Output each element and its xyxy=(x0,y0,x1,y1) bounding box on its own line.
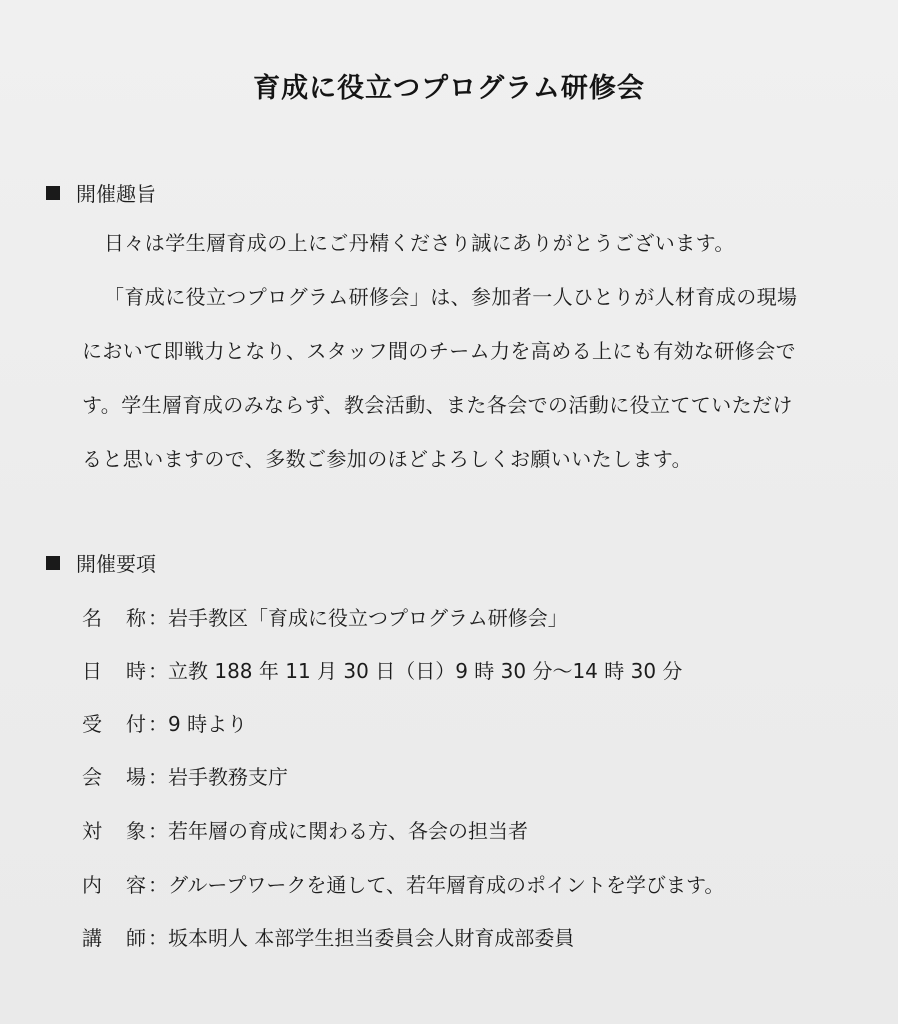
detail-row-name xyxy=(82,602,568,631)
detail-value: 岩手教務支庁 xyxy=(168,765,288,789)
detail-colon: ： xyxy=(148,926,168,950)
document-title: 育成に役立つプログラム研修会 xyxy=(253,73,645,104)
purpose-line: す。学生層育成のみならず、教会活動、また各会での活動に役立てていただけ xyxy=(82,393,793,417)
detail-colon: ： xyxy=(148,765,168,789)
detail-colon: ： xyxy=(148,606,168,630)
detail-value: 坂本明人 本部学生担当委員会人財育成部委員 xyxy=(168,926,575,950)
detail-value: 立教 188 年 11 月 30 日（日）9 時 30 分〜14 時 30 分 xyxy=(168,659,683,683)
detail-row-target xyxy=(82,815,528,844)
detail-value: 若年層の育成に関わる方、各会の担当者 xyxy=(168,819,528,843)
detail-value: グループワークを通して、若年層育成のポイントを学びます。 xyxy=(168,873,725,897)
detail-row-lecturer xyxy=(82,922,574,951)
bullet-square-icon xyxy=(46,186,60,200)
detail-row-reception xyxy=(82,708,247,737)
purpose-line: において即戦力となり、スタッフ間のチーム力を高める上にも有効な研修会で xyxy=(82,339,796,363)
detail-label: 名 称 xyxy=(82,606,146,630)
detail-row-content xyxy=(82,869,724,898)
detail-label: 内 容 xyxy=(82,873,146,897)
bullet-square-icon xyxy=(46,556,60,570)
details-heading-label: 開催要項 xyxy=(76,552,156,576)
purpose-paragraph xyxy=(82,216,862,486)
detail-label: 講 師 xyxy=(82,926,146,950)
detail-colon: ： xyxy=(148,712,168,736)
purpose-line: 「育成に役立つプログラム研修会」は、参加者一人ひとりが人材育成の現場 xyxy=(104,285,798,309)
detail-label: 会 場 xyxy=(82,765,146,789)
purpose-line: 日々は学生層育成の上にご丹精くださり誠にありがとうございます。 xyxy=(104,231,735,255)
detail-value: 岩手教区「育成に役立つプログラム研修会」 xyxy=(168,606,568,630)
detail-label: 日 時 xyxy=(82,659,146,683)
detail-colon: ： xyxy=(148,873,168,897)
details-heading xyxy=(46,548,156,577)
detail-colon: ： xyxy=(148,819,168,843)
purpose-heading-label: 開催趣旨 xyxy=(76,182,156,206)
purpose-line: ると思いますので、多数ご参加のほどよろしくお願いいたします。 xyxy=(82,447,692,471)
detail-row-datetime xyxy=(82,655,682,684)
detail-colon: ： xyxy=(148,659,168,683)
detail-value: 9 時より xyxy=(168,712,248,736)
purpose-heading xyxy=(46,178,156,207)
detail-label: 受 付 xyxy=(82,712,146,736)
detail-row-venue xyxy=(82,761,288,790)
detail-label: 対 象 xyxy=(82,819,146,843)
